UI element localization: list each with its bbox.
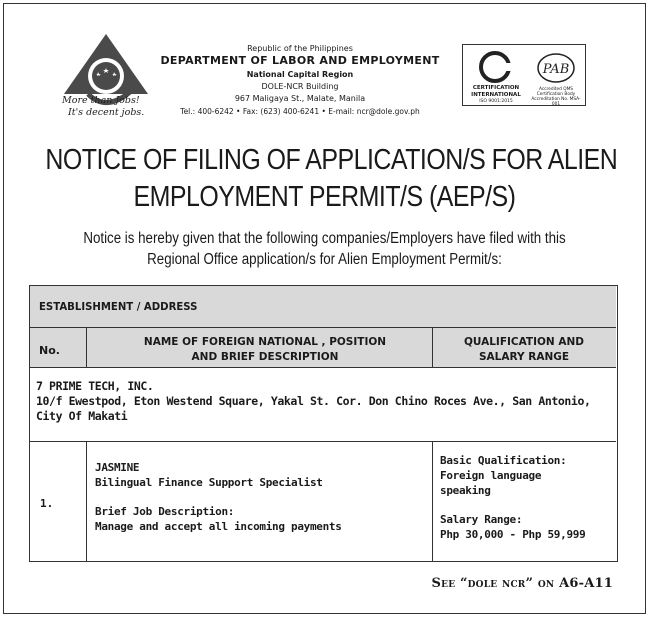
qualification-value: Foreign language bbox=[440, 469, 542, 482]
establishment-info bbox=[36, 379, 616, 424]
pab-accreditation-icon bbox=[535, 51, 577, 85]
column-divider bbox=[432, 441, 433, 561]
establishment-header-row bbox=[30, 286, 616, 328]
applicant-position: Bilingual Finance Support Specialist bbox=[95, 476, 323, 489]
column-header-name-line: NAME OF FOREIGN NATIONAL , POSITION bbox=[143, 336, 387, 348]
column-header-qual-line: QUALIFICATION AND bbox=[463, 336, 585, 348]
cert-label: CERTIFICATION bbox=[472, 85, 520, 91]
brief-description-label: Brief Job Description: bbox=[95, 505, 235, 518]
row-divider bbox=[30, 441, 616, 442]
qualification-label: Basic Qualification: bbox=[440, 454, 567, 467]
iso-label: ISO 9001:2015 bbox=[479, 99, 513, 104]
continuation-note: See “dole ncr” on A6-A11 bbox=[431, 576, 613, 591]
qualification-details bbox=[440, 453, 615, 542]
establishment-header: ESTABLISHMENT / ADDRESS bbox=[39, 300, 198, 313]
column-header-no: No. bbox=[39, 344, 60, 357]
office-address: 967 Maligaya St., Malate, Manila bbox=[234, 94, 366, 103]
column-header-name bbox=[100, 335, 430, 365]
notice-intro: Notice is hereby given that the following companies/Employers have filed with this bbox=[83, 230, 566, 247]
logo-tagline: More than Jobs! bbox=[62, 95, 140, 106]
contact-info: Tel.: 400-6242 • Fax: (623) 400-6241 • E-mail: ncr@dole.gov.ph bbox=[180, 107, 420, 116]
qualification-value-2: speaking bbox=[440, 484, 491, 497]
applicant-name: JASMINE bbox=[95, 461, 140, 474]
logo-tagline-sub: It's decent jobs. bbox=[68, 107, 145, 118]
notice-title-line-2: EMPLOYMENT PERMIT/S (AEP/S) bbox=[133, 181, 516, 213]
certification-international-icon bbox=[477, 50, 513, 84]
notice-title: NOTICE OF FILING OF APPLICATION/S FOR ALIEN bbox=[45, 144, 618, 176]
applicant-details bbox=[95, 460, 425, 534]
cert-label-sub: INTERNATIONAL bbox=[471, 92, 521, 98]
brief-description: Manage and accept all incoming payments bbox=[95, 520, 342, 533]
applicant-number: 1. bbox=[40, 497, 54, 510]
svg-text:PAB: PAB bbox=[542, 62, 570, 77]
salary-range-label: Salary Range: bbox=[440, 513, 523, 526]
column-header-qualification bbox=[432, 335, 616, 365]
pab-accreditation-text: Accredited QMS Certification Body Accreditation No. MSA-001 bbox=[531, 87, 581, 107]
region-name: National Capital Region bbox=[246, 70, 354, 79]
salary-range: Php 30,000 - Php 59,999 bbox=[440, 528, 586, 541]
company-address-city: City Of Makati bbox=[36, 409, 128, 423]
column-header-name-line-2: AND BRIEF DESCRIPTION bbox=[191, 351, 339, 363]
aep-table bbox=[29, 285, 618, 562]
certification-box bbox=[462, 44, 586, 106]
notice-intro-line-2: Regional Office application/s for Alien Employment Permit/s: bbox=[147, 251, 502, 268]
department-name: DEPARTMENT OF LABOR AND EMPLOYMENT bbox=[160, 54, 440, 67]
building-name: DOLE-NCR Building bbox=[261, 82, 339, 91]
column-header-qual-line-2: SALARY RANGE bbox=[478, 351, 570, 363]
column-divider bbox=[86, 328, 87, 368]
company-address: 10/f Ewestpod, Eton Westend Square, Yakal St. Cor. Don Chino Roces Ave., San Antonio, bbox=[36, 394, 591, 408]
company-name: 7 PRIME TECH, INC. bbox=[36, 379, 154, 393]
column-divider bbox=[86, 441, 87, 561]
republic-label: Republic of the Philippines bbox=[247, 44, 353, 53]
